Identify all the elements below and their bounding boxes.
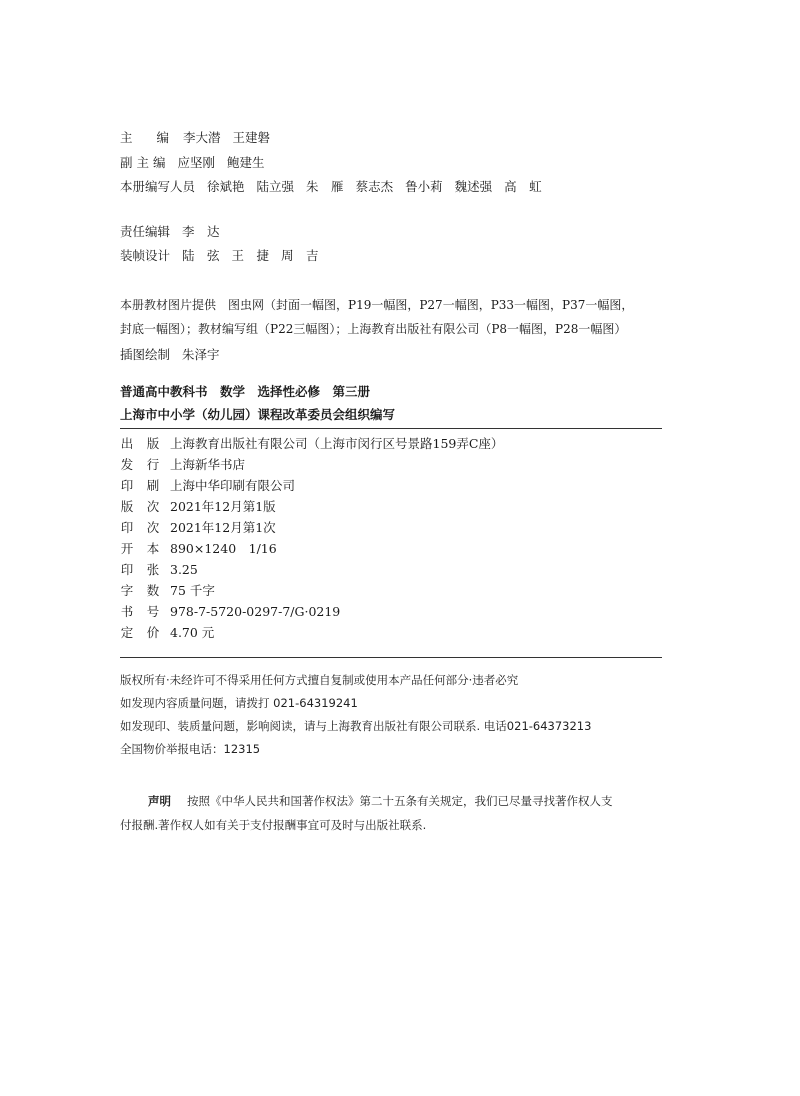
declaration-text: 按照《中华人民共和国著作权法》第二十五条有关规定，我们已尽量寻找著作权人支 — [187, 794, 613, 808]
top-divider — [120, 428, 662, 429]
illustrator-label: 插图绘制 — [120, 347, 171, 362]
pub-row: 定 价 4.70 元 — [120, 625, 215, 640]
chief-editor-label-b: 编 — [156, 130, 170, 145]
chief-editor-label-a: 主 — [120, 130, 133, 145]
pub-row: 版 次 2021年12月第1版 — [120, 499, 276, 514]
writer-name: 鲁小莉 — [405, 179, 443, 194]
declaration-line-2: 付报酬.著作权人如有关于支付报酬事宜可及时与出版社联系. — [120, 818, 427, 832]
responsible-editor-name: 李 达 — [182, 224, 220, 239]
writers-label: 本册编写人员 — [120, 179, 196, 194]
binding-design-line — [120, 246, 319, 264]
deputy-editor-name: 应坚刚 — [177, 155, 215, 170]
content-quality-notice: 如发现内容质量问题，请拨打 021-64319241 — [120, 696, 358, 710]
book-title: 普通高中教科书 数学 选择性必修 第三册 — [120, 384, 371, 399]
deputy-editor-label: 副 主 编 — [120, 155, 166, 170]
declaration-label: 声明 — [148, 794, 171, 808]
bottom-divider — [120, 657, 662, 658]
copyright-notice: 版权所有·未经许可不得采用任何方式擅自复制或使用本产品任何部分·违者必究 — [120, 673, 519, 687]
deputy-editor-line — [120, 153, 264, 171]
print-quality-notice: 如发现印、装质量问题，影响阅读，请与上海教育出版社有限公司联系. 电话021-64373213 — [120, 719, 592, 733]
binding-design-label: 装帧设计 — [120, 248, 171, 263]
binding-designer-name: 周 吉 — [281, 248, 319, 263]
chief-editor-name: 李大潜 — [183, 130, 221, 145]
illustrator-name: 朱泽宇 — [182, 347, 220, 362]
pub-row: 发 行 上海新华书店 — [120, 457, 246, 472]
writer-name: 陆立强 — [256, 179, 295, 194]
compiled-by: 上海市中小学（幼儿园）课程改革委员会组织编写 — [120, 407, 396, 422]
pub-row: 字 数 75 千字 — [120, 583, 215, 598]
pub-row: 出 版 上海教育出版社有限公司（上海市闵行区号景路159弄C座） — [120, 436, 504, 451]
pub-row: 印 刷 上海中华印刷有限公司 — [120, 478, 296, 493]
pub-row: 书 号 978-7-5720-0297-7/G·0219 — [120, 604, 341, 619]
responsible-editor-label: 责任编辑 — [120, 224, 171, 239]
deputy-editor-name: 鲍建生 — [226, 155, 265, 170]
writer-name: 徐斌艳 — [207, 179, 245, 194]
declaration-line-1 — [148, 793, 613, 809]
chief-editor-line — [120, 128, 270, 146]
writer-name: 魏述强 — [454, 179, 493, 194]
chief-editor-name: 王建磐 — [232, 130, 271, 145]
binding-designer-name: 陆 弦 — [182, 248, 220, 263]
writers-line — [120, 177, 542, 195]
responsible-editor-line — [120, 222, 220, 240]
binding-designer-name: 王 捷 — [231, 248, 270, 263]
writer-name: 朱 雁 — [306, 179, 344, 194]
image-credits-line-2: 封底一幅图）；教材编写组（P22三幅图）；上海教育出版社有限公司（P8一幅图，P28一幅图） — [120, 322, 627, 336]
price-report-notice: 全国物价举报电话：12315 — [120, 742, 261, 756]
illustrator-line — [120, 345, 220, 363]
pub-row: 印 张 3.25 — [120, 562, 198, 577]
image-credits-line-1: 本册教材图片提供 图虫网（封面一幅图，P19一幅图，P27一幅图，P33一幅图，P37一幅图， — [120, 298, 634, 312]
pub-row: 开 本 890×1240 1/16 — [120, 541, 277, 556]
pub-row: 印 次 2021年12月第1次 — [120, 520, 276, 535]
writer-name: 高 虹 — [504, 179, 542, 194]
writer-name: 蔡志杰 — [355, 179, 394, 194]
